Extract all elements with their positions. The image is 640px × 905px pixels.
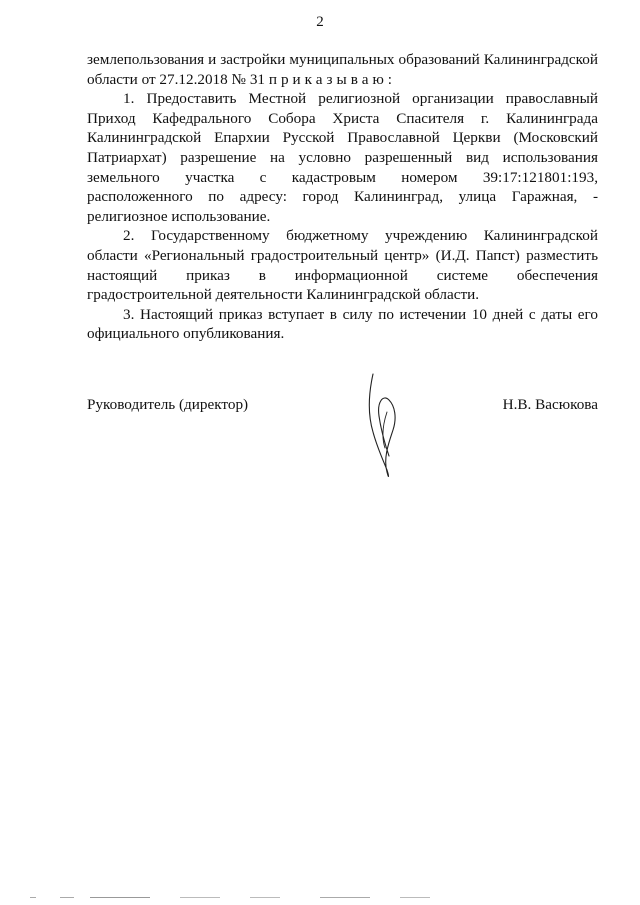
intro-line-2: области от 27.12.2018 № 31 <box>87 70 269 88</box>
document-body <box>87 50 598 344</box>
order-item-2: 2. Государственному бюджетному учреждению Калининградской области «Региональный градостроительный центр» (И.Д. Папст) разместить настоящий приказ в информационной системе обеспечения градостроительной деятельности Калининградской области. <box>87 227 598 304</box>
intro-paragraph-continued <box>87 70 598 90</box>
signer-title: Руководитель (директор) <box>87 396 249 413</box>
order-item-3: 3. Настоящий приказ вступает в силу по истечении 10 дней с даты его официального опубликования. <box>87 305 598 343</box>
signer-name: Н.В. Васюкова <box>502 396 598 413</box>
page-number: 2 <box>316 14 324 30</box>
signature-block <box>87 380 598 490</box>
handwritten-signature <box>359 372 409 482</box>
order-word: приказываю: <box>268 70 397 88</box>
intro-line-1: землепользования и застройки муниципальных образований Калининградской <box>87 51 598 68</box>
order-item-1: 1. Предоставить Местной религиозной организации православный Приход Кафедрального Собора Христа Спасителя г. Калининграда Калининградской Епархии Русской Православной Церкви (Московский Патриархат) разрешение на условно разрешенный вид использования земельного участка с кадастровым номером 39:17:121801:193, расположенного по адресу: город Калининград, улица Гаражная, - религиозное использование. <box>87 90 598 225</box>
intro-paragraph <box>87 50 598 70</box>
scan-artifact-line <box>30 896 440 899</box>
